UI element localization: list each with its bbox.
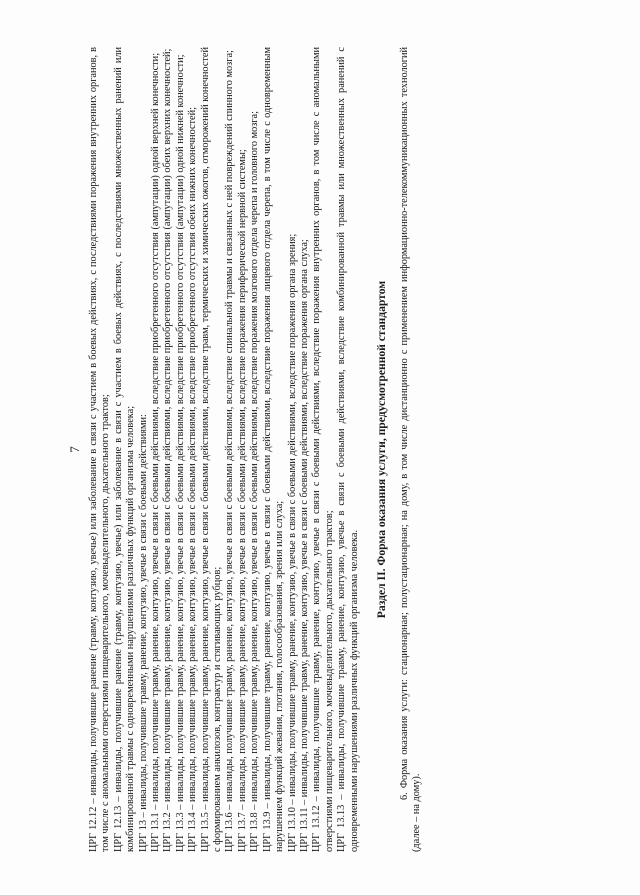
list-item-crg-13-1: ЦРГ 13.1 – инвалиды, получившие травму, ранение, контузию, увечье в связи с боевыми действиями, вследствие приобретенного отсутствия (ампутации) одной верхней конечности; <box>150 52 162 852</box>
list-item-crg-13-3: ЦРГ 13.3 – инвалиды, получившие травму, ранение, контузию, увечье в связи с боевыми действиями, вследствие приобретенного отсутствия (ампутации) одной нижней конечности; <box>174 54 186 852</box>
list-item-crg-13-5: ЦРГ 13.5 – инвалиды, получившие травму, ранение, контузию, увечье в связи с боевыми действиями, вследствие травм, термических и химических ожогов, отморожений конечностей с формированием анкилозов, контрактур и стягивающих рубцов; <box>199 47 224 852</box>
page-number: 7 <box>67 446 82 453</box>
list-item-crg-13-7: ЦРГ 13.7 – инвалиды, получившие травму, ранение, контузию, увечье в связи с боевыми действиями, вследствие поражения периферической нервной системы; <box>236 149 248 852</box>
list-item-crg-13-6: ЦРГ 13.6 – инвалиды, получившие травму, ранение, контузию, увечье в связи с боевыми действиями, вследствие спинальной травмы и связанных с ней повреждений спинного мозга; <box>224 50 236 852</box>
rotated-content <box>67 47 550 852</box>
document-body <box>88 47 424 852</box>
list-item-crg-13-8: ЦРГ 13.8 – инвалиды, получившие травму, ранение, контузию, увечье в связи с боевыми действиями, вследствие поражения мозгового отдела черепа и головного мозга; <box>249 111 261 852</box>
list-item-crg-13-11: ЦРГ 13.11 – инвалиды, получившие травму, ранение, контузию, увечье в связи с боевыми действиями, вследствие поражения органа слуха; <box>298 239 310 852</box>
list-item-crg-13-2: ЦРГ 13.2 – инвалиды, получившие травму, ранение, контузию, увечье в связи с боевыми действиями, вследствие приобретенного отсутствия (ампутации) обеих верхних конечностей; <box>162 48 174 852</box>
section-title: Раздел II. Форма оказания услуги, предусмотренной стандартом <box>374 280 388 619</box>
paragraph-6: 6. Форма оказания услуги: стационарная; полустационарная; на дому, в том числе дистанционно с применением информационно-телекоммуникационных технологий (далее – на дому). <box>398 47 423 852</box>
list-item-crg-13-9: ЦРГ 13.9 – инвалиды, получившие травму, ранение, контузию, увечье в связи с боевыми действиями, вследствие поражения лицевого отдела черепа, в том числе с одновременным нарушением функций жевания, глотания, голосообразования, зрения или слуха; <box>261 47 286 852</box>
list-item-crg-13-13: ЦРГ 13.13 – инвалиды, получившие травму, ранение, контузию, увечье в связи с боевыми действиями, вследствие комбинированной травмы или множественных ранений с одновременными нарушениями различных функций организма человека. <box>336 47 360 852</box>
list-item-crg-13-10: ЦРГ 13.10 – инвалиды, получившие травму, ранение, контузию, увечье в связи с боевыми действиями, вследствие поражения органа зрения; <box>286 233 298 852</box>
list-item-crg-13-12: ЦРГ 13.12 – инвалиды, получившие травму, ранение, контузию, увечье в связи с боевыми действиями, вследствие поражения внутренних органов, в том числе с аномальными отверстиями пищеварительного, мочевыделительного, дыхательного трактов; <box>311 47 335 852</box>
list-item-crg-12-12: ЦРГ 12.12 – инвалиды, получившие ранение (травму, контузию, увечье) или заболевание в связи с участием в боевых действиях, с последствиями поражения внутренних органов, в том числе с аномальными отверстиями пищеварительного, мочевыделительного, дыхательного трактов; <box>88 47 112 852</box>
list-item-crg-12-13: ЦРГ 12.13 – инвалиды, получившие ранение (травму, контузию, увечье) или заболевание в связи с участием в боевых действиях, с последствиями множественных ранений или комбинированной травмы с одновременными нарушениями различных функций организма человека; <box>112 47 137 852</box>
list-item-crg-13-4: ЦРГ 13.4 – инвалиды, получившие травму, ранение, контузию, увечье в связи с боевыми действиями, вследствие приобретенного отсутствия обеих нижних конечностей; <box>187 107 199 852</box>
list-item-crg-13: ЦРГ 13 – инвалиды, получившие травму, ранение, контузию, увечье в связи с боевыми действиями: <box>137 414 149 852</box>
